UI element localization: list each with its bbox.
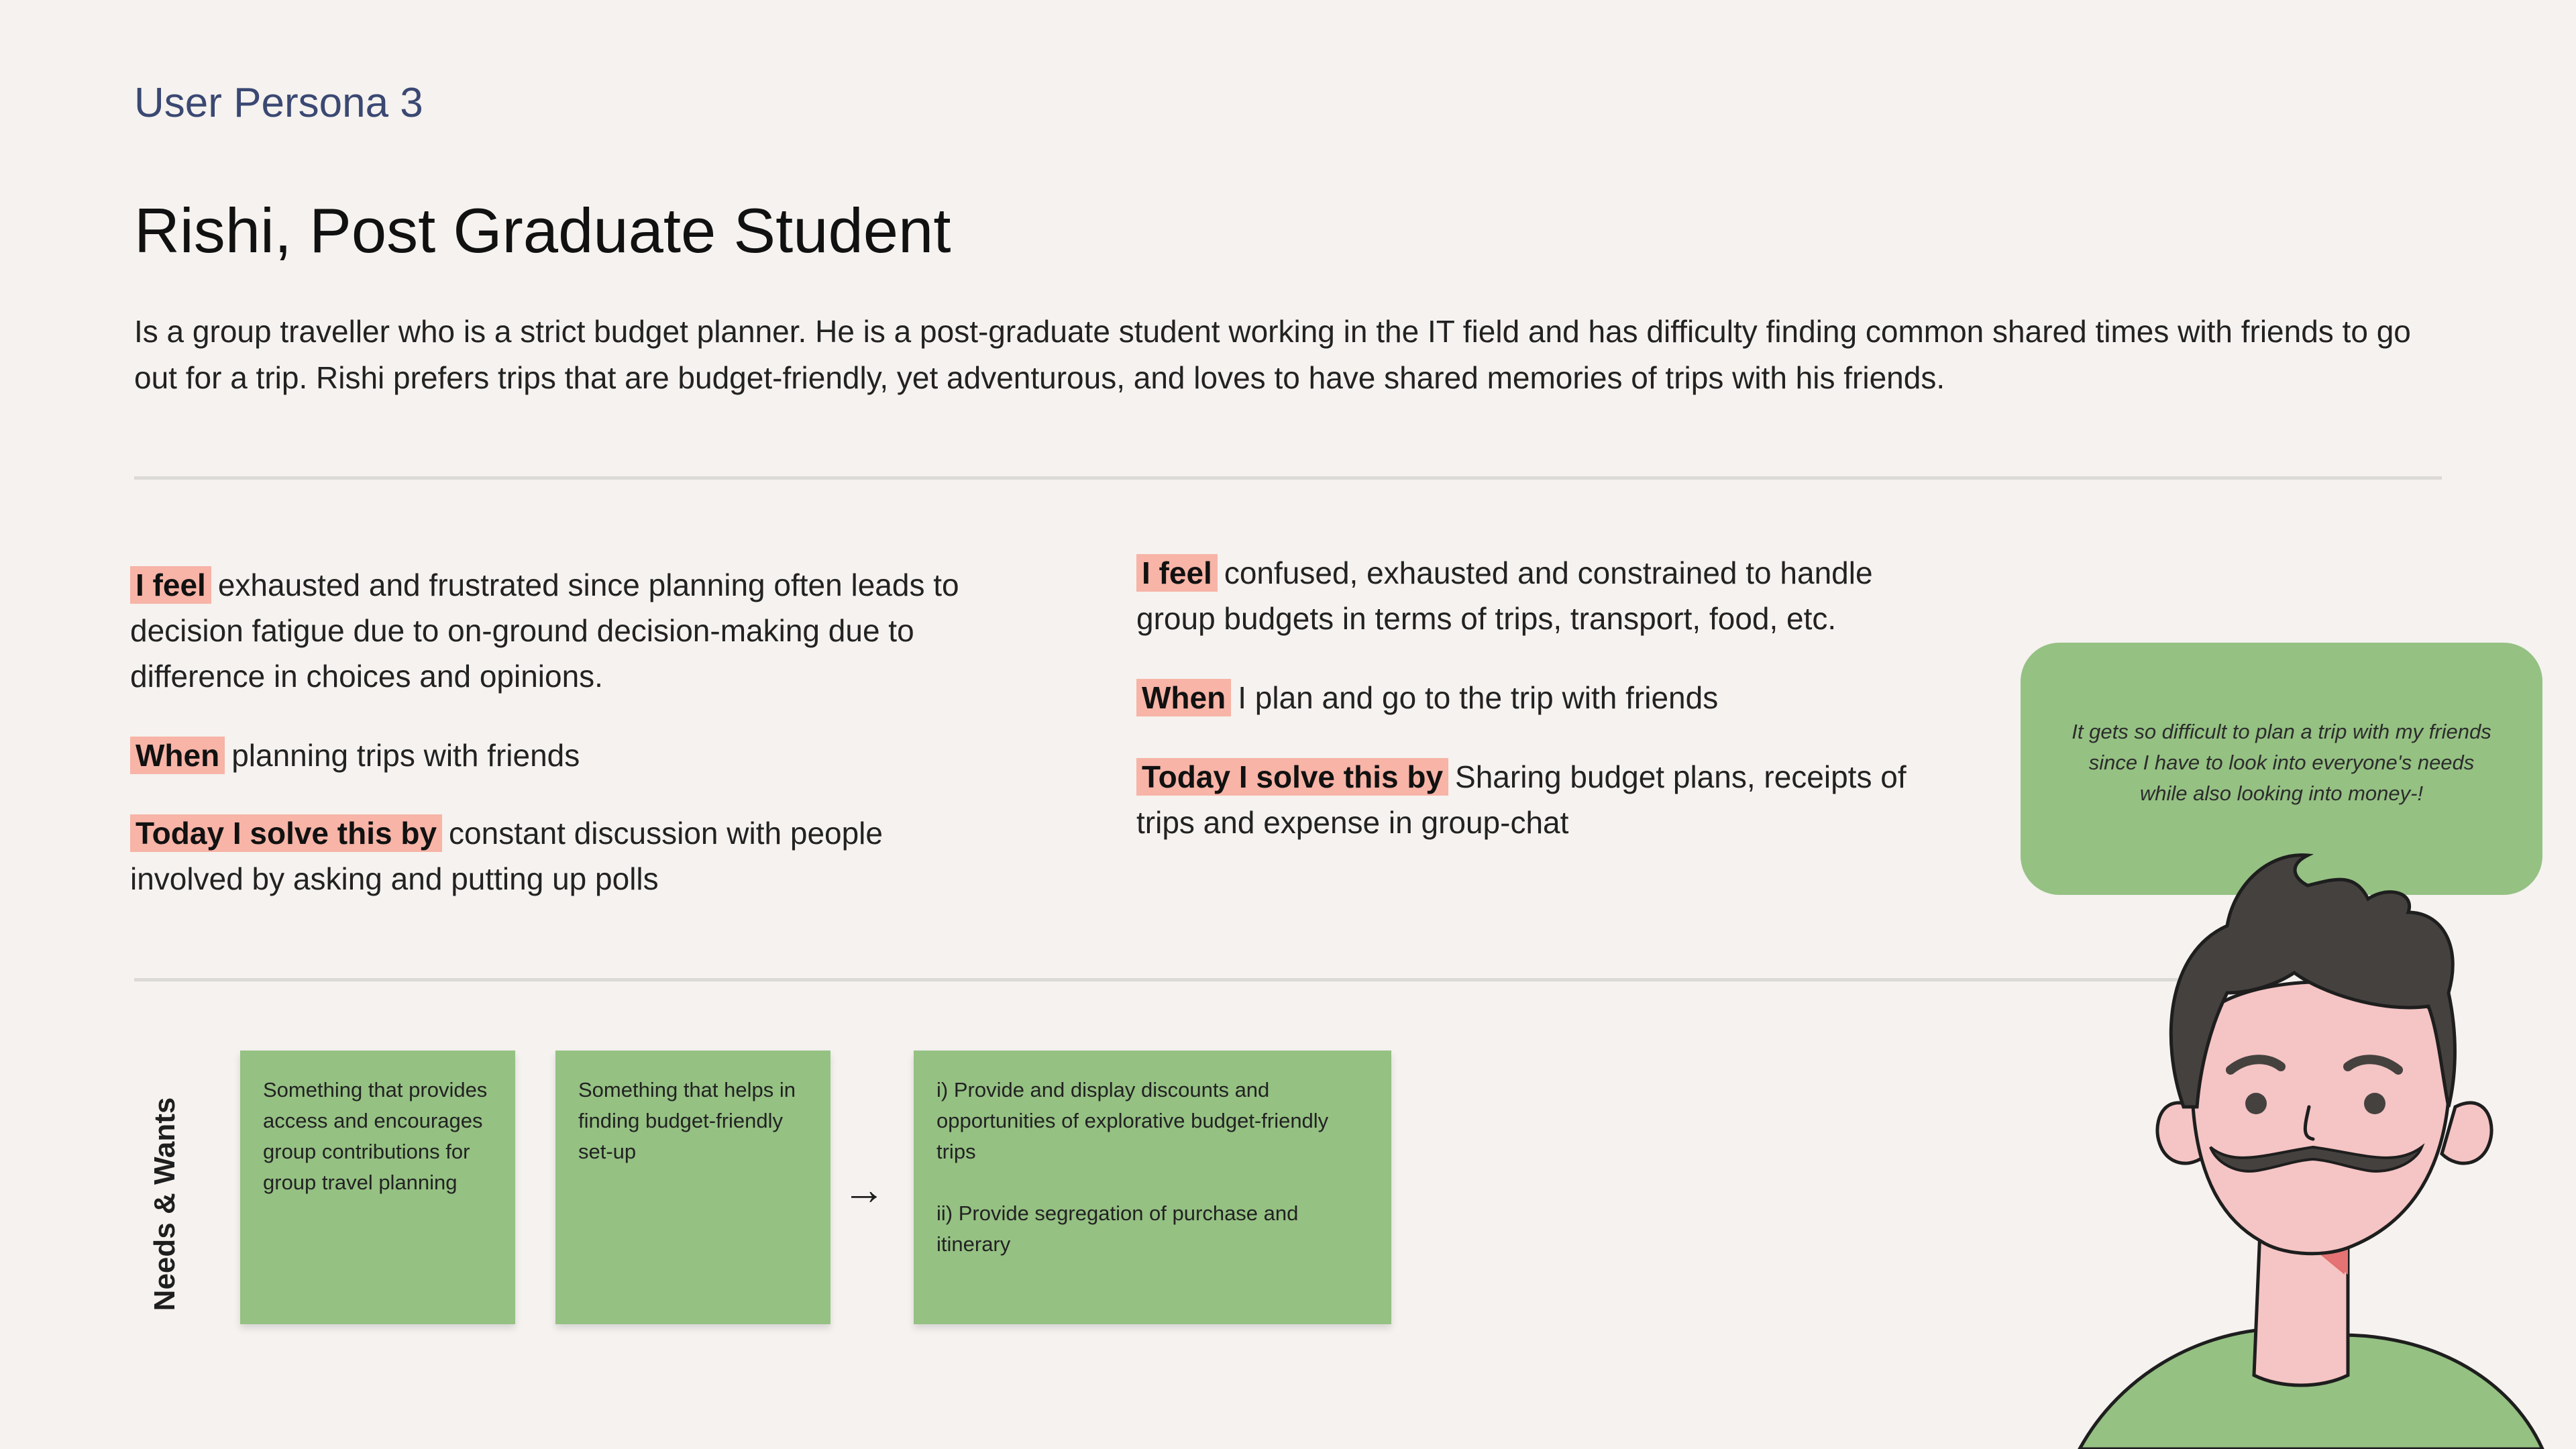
right-feel-label: I feel: [1136, 554, 1218, 592]
divider-bottom: [134, 978, 2187, 981]
needs-wants-label: Needs & Wants: [148, 1097, 181, 1311]
right-when-text: I plan and go to the trip with friends: [1238, 680, 1719, 715]
right-when-label: When: [1136, 679, 1231, 716]
section-eyebrow: User Persona 3: [134, 80, 423, 126]
persona-avatar-icon: [2066, 839, 2576, 1449]
right-solve-text: Sharing budget plans, receipts of trips and expense in group-chat: [1136, 759, 1907, 840]
left-feel-text: exhausted and frustrated since planning often leads to decision fatigue due to on-ground decision-making due to difference in choices and opinions.: [130, 568, 959, 694]
right-when-statement: [1136, 675, 1941, 720]
sticky-note-text: Something that helps in finding budget-friendly set-up: [578, 1078, 796, 1163]
solution-item-2: ii) Provide segregation of purchase and itinerary: [936, 1201, 1299, 1256]
sticky-note-need-2: [555, 1051, 830, 1324]
persona-description: Is a group traveller who is a strict budget planner. He is a post-graduate student working in the IT field and has difficulty finding common shared times with friends to go out for a trip. Rishi prefers trips that are budget-friendly, yet adventurous, and loves to have shared memories of trips with his friends.: [134, 314, 2411, 395]
quote-text: It gets so difficult to plan a trip with my friends since I have to look into everyone's needs while also looking into money-!: [2072, 720, 2491, 805]
solution-item-1: i) Provide and display discounts and opportunities of explorative budget-friendly trips: [936, 1078, 1329, 1163]
left-solve-statement: [130, 810, 969, 902]
sticky-note-need-1: [240, 1051, 515, 1324]
left-solve-text: constant discussion with people involved by asking and putting up polls: [130, 816, 883, 896]
divider-top: [134, 476, 2442, 480]
right-solve-label: Today I solve this by: [1136, 758, 1448, 796]
left-when-text: planning trips with friends: [231, 738, 580, 773]
left-feel-statement: [130, 562, 969, 699]
left-feel-label: I feel: [130, 566, 211, 604]
sticky-note-solution: [914, 1051, 1391, 1324]
sticky-note-text: Something that provides access and encourages group contributions for group travel planning: [263, 1078, 488, 1194]
page-title: Rishi, Post Graduate Student: [134, 195, 951, 266]
right-feel-text: confused, exhausted and constrained to handle group budgets in terms of trips, transport, food, etc.: [1136, 555, 1873, 636]
left-when-label: When: [130, 737, 225, 774]
right-solve-statement: [1136, 754, 1941, 845]
arrow-right-icon: →: [843, 1165, 885, 1214]
left-solve-label: Today I solve this by: [130, 814, 442, 852]
right-feel-statement: [1136, 550, 1941, 641]
left-when-statement: [130, 733, 969, 778]
